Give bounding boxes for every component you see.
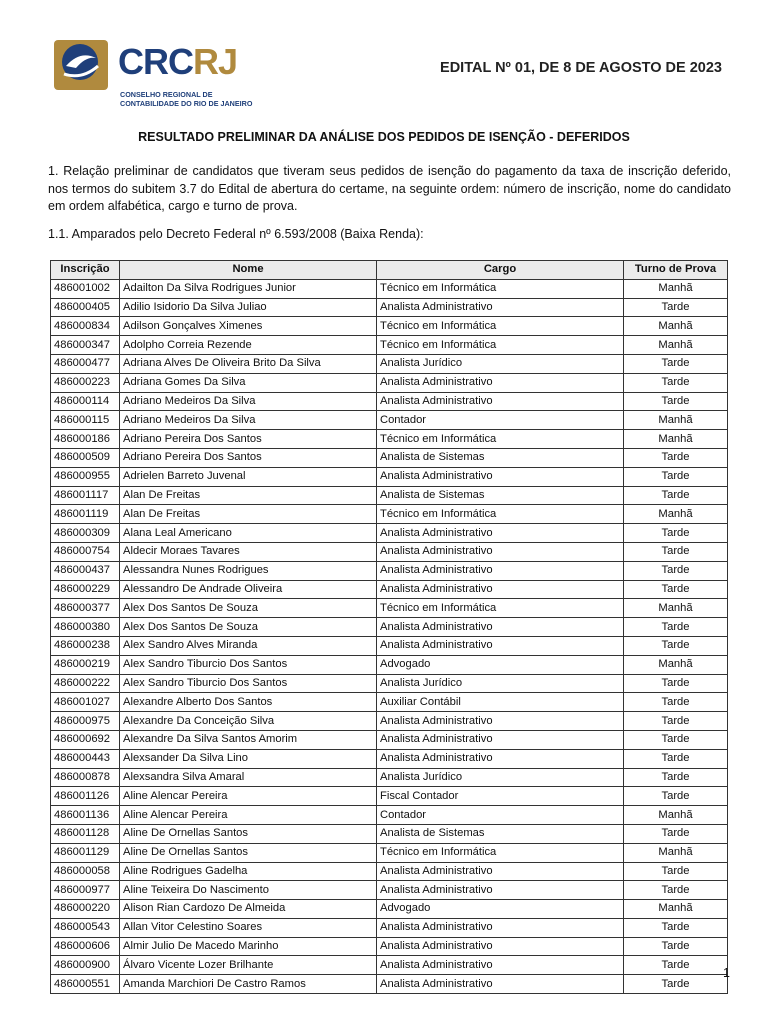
cell-inscricao: 486000377 (51, 599, 120, 618)
table-row (51, 392, 728, 411)
cell-inscricao: 486000477 (51, 354, 120, 373)
cell-cargo: Analista de Sistemas (377, 824, 624, 843)
cell-nome: Alex Sandro Tiburcio Dos Santos (120, 674, 377, 693)
cell-nome: Aline Rodrigues Gadelha (120, 862, 377, 881)
cell-turno: Manhã (624, 505, 728, 524)
cell-nome: Adilio Isidorio Da Silva Juliao (120, 298, 377, 317)
cell-cargo: Fiscal Contador (377, 787, 624, 806)
cell-inscricao: 486000222 (51, 674, 120, 693)
cell-nome: Amanda Marchiori De Castro Ramos (120, 975, 377, 994)
cell-nome: Allan Vitor Celestino Soares (120, 918, 377, 937)
cell-nome: Adolpho Correia Rezende (120, 336, 377, 355)
col-header-turno: Turno de Prova (624, 261, 728, 280)
cell-turno: Tarde (624, 824, 728, 843)
cell-cargo: Analista Administrativo (377, 975, 624, 994)
cell-nome: Aline De Ornellas Santos (120, 843, 377, 862)
cell-nome: Adriano Medeiros Da Silva (120, 392, 377, 411)
cell-inscricao: 486000058 (51, 862, 120, 881)
cell-cargo: Auxiliar Contábil (377, 693, 624, 712)
cell-inscricao: 486001117 (51, 486, 120, 505)
cell-turno: Tarde (624, 561, 728, 580)
cell-cargo: Analista Administrativo (377, 524, 624, 543)
col-header-cargo: Cargo (377, 261, 624, 280)
cell-inscricao: 486000219 (51, 655, 120, 674)
cell-inscricao: 486000114 (51, 392, 120, 411)
cell-inscricao: 486001119 (51, 505, 120, 524)
table-row (51, 712, 728, 731)
cell-turno: Tarde (624, 636, 728, 655)
cell-inscricao: 486000405 (51, 298, 120, 317)
table-row (51, 599, 728, 618)
cell-turno: Tarde (624, 975, 728, 994)
cell-cargo: Analista Administrativo (377, 730, 624, 749)
table-row (51, 354, 728, 373)
cell-nome: Adailton Da Silva Rodrigues Junior (120, 279, 377, 298)
cell-inscricao: 486000834 (51, 317, 120, 336)
cell-cargo: Contador (377, 411, 624, 430)
cell-cargo: Analista Administrativo (377, 618, 624, 637)
cell-inscricao: 486000975 (51, 712, 120, 731)
table-row (51, 956, 728, 975)
table-row (51, 486, 728, 505)
cell-cargo: Analista Administrativo (377, 636, 624, 655)
intro-paragraph: 1. Relação preliminar de candidatos que tiveram seus pedidos de isenção do pagamento da taxa de inscrição deferido, nos termos do subitem 3.7 do Edital de abertura do certame, na seguinte ordem: número de inscrição, nome do candidato em ordem alfabética, cargo e turno de prova. (48, 164, 731, 213)
cell-nome: Alexandre Alberto Dos Santos (120, 693, 377, 712)
cell-cargo: Analista Administrativo (377, 881, 624, 900)
cell-cargo: Analista de Sistemas (377, 486, 624, 505)
cell-nome: Aline Alencar Pereira (120, 806, 377, 825)
cell-cargo: Analista Administrativo (377, 956, 624, 975)
cell-nome: Aline De Ornellas Santos (120, 824, 377, 843)
table-row (51, 862, 728, 881)
cell-inscricao: 486000229 (51, 580, 120, 599)
cell-nome: Alex Sandro Tiburcio Dos Santos (120, 655, 377, 674)
table-row (51, 618, 728, 637)
cell-cargo: Técnico em Informática (377, 505, 624, 524)
cell-nome: Alex Dos Santos De Souza (120, 599, 377, 618)
cell-turno: Tarde (624, 373, 728, 392)
cell-inscricao: 486000543 (51, 918, 120, 937)
cell-cargo: Analista Jurídico (377, 768, 624, 787)
cell-nome: Adriano Pereira Dos Santos (120, 448, 377, 467)
cell-nome: Aldecir Moraes Tavares (120, 542, 377, 561)
cell-nome: Adriana Gomes Da Silva (120, 373, 377, 392)
cell-inscricao: 486000955 (51, 467, 120, 486)
cell-nome: Adilson Gonçalves Ximenes (120, 317, 377, 336)
cell-inscricao: 486001027 (51, 693, 120, 712)
table-row (51, 448, 728, 467)
cell-turno: Manhã (624, 317, 728, 336)
table-row (51, 298, 728, 317)
table-row (51, 787, 728, 806)
cell-nome: Almir Julio De Macedo Marinho (120, 937, 377, 956)
cell-cargo: Analista Administrativo (377, 298, 624, 317)
cell-turno: Manhã (624, 279, 728, 298)
cell-inscricao: 486000347 (51, 336, 120, 355)
cell-cargo: Advogado (377, 900, 624, 919)
cell-turno: Tarde (624, 298, 728, 317)
table-row (51, 806, 728, 825)
cell-inscricao: 486000509 (51, 448, 120, 467)
cell-turno: Tarde (624, 674, 728, 693)
cell-inscricao: 486000220 (51, 900, 120, 919)
table-row (51, 881, 728, 900)
document-title: RESULTADO PRELIMINAR DA ANÁLISE DOS PEDIDOS DE ISENÇÃO - DEFERIDOS (138, 130, 630, 144)
cell-turno: Tarde (624, 542, 728, 561)
cell-turno: Tarde (624, 580, 728, 599)
table-row (51, 918, 728, 937)
cell-nome: Adriano Pereira Dos Santos (120, 430, 377, 449)
cell-turno: Manhã (624, 806, 728, 825)
cell-inscricao: 486000692 (51, 730, 120, 749)
cell-inscricao: 486000437 (51, 561, 120, 580)
col-header-nome: Nome (120, 261, 377, 280)
table-row (51, 430, 728, 449)
cell-cargo: Analista Administrativo (377, 862, 624, 881)
cell-nome: Alexandre Da Conceição Silva (120, 712, 377, 731)
cell-turno: Tarde (624, 486, 728, 505)
cell-cargo: Analista Administrativo (377, 937, 624, 956)
cell-inscricao: 486000900 (51, 956, 120, 975)
cell-turno: Tarde (624, 956, 728, 975)
cell-turno: Tarde (624, 881, 728, 900)
cell-cargo: Analista Administrativo (377, 467, 624, 486)
cell-turno: Tarde (624, 749, 728, 768)
cell-cargo: Técnico em Informática (377, 843, 624, 862)
cell-turno: Manhã (624, 430, 728, 449)
cell-cargo: Analista Jurídico (377, 674, 624, 693)
cell-nome: Alan De Freitas (120, 486, 377, 505)
cell-inscricao: 486000186 (51, 430, 120, 449)
cell-inscricao: 486000223 (51, 373, 120, 392)
cell-nome: Aline Alencar Pereira (120, 787, 377, 806)
cell-nome: Adriano Medeiros Da Silva (120, 411, 377, 430)
cell-inscricao: 486000443 (51, 749, 120, 768)
cell-inscricao: 486001136 (51, 806, 120, 825)
table-row (51, 636, 728, 655)
cell-cargo: Técnico em Informática (377, 279, 624, 298)
table-row (51, 749, 728, 768)
cell-turno: Tarde (624, 524, 728, 543)
cell-nome: Alessandro De Andrade Oliveira (120, 580, 377, 599)
cell-nome: Adriana Alves De Oliveira Brito Da Silva (120, 354, 377, 373)
cell-inscricao: 486000238 (51, 636, 120, 655)
cell-nome: Alexsander Da Silva Lino (120, 749, 377, 768)
cell-inscricao: 486000551 (51, 975, 120, 994)
logo-main-text: CRC (118, 41, 193, 82)
cell-turno: Tarde (624, 730, 728, 749)
table-row (51, 279, 728, 298)
cell-cargo: Técnico em Informática (377, 336, 624, 355)
table-row (51, 843, 728, 862)
table-row (51, 975, 728, 994)
cell-nome: Alexsandra Silva Amaral (120, 768, 377, 787)
cell-nome: Adrielen Barreto Juvenal (120, 467, 377, 486)
cell-inscricao: 486000754 (51, 542, 120, 561)
cell-cargo: Analista Administrativo (377, 712, 624, 731)
cell-turno: Manhã (624, 411, 728, 430)
cell-turno: Manhã (624, 900, 728, 919)
cell-inscricao: 486000115 (51, 411, 120, 430)
table-row (51, 542, 728, 561)
cell-turno: Tarde (624, 712, 728, 731)
logo-subtitle: CONSELHO REGIONAL DE CONTABILIDADE DO RIO DE JANEIRO (120, 90, 253, 108)
logo-wordmark (118, 42, 237, 82)
cell-inscricao: 486001129 (51, 843, 120, 862)
cell-nome: Alex Sandro Alves Miranda (120, 636, 377, 655)
cell-turno: Manhã (624, 599, 728, 618)
cell-turno: Tarde (624, 354, 728, 373)
table-row (51, 467, 728, 486)
cell-cargo: Analista Administrativo (377, 918, 624, 937)
cell-inscricao: 486000380 (51, 618, 120, 637)
cell-turno: Tarde (624, 918, 728, 937)
cell-cargo: Analista Administrativo (377, 392, 624, 411)
cell-nome: Alexandre Da Silva Santos Amorim (120, 730, 377, 749)
cell-inscricao: 486001126 (51, 787, 120, 806)
cell-cargo: Analista Administrativo (377, 561, 624, 580)
cell-nome: Álvaro Vicente Lozer Brilhante (120, 956, 377, 975)
cell-nome: Alessandra Nunes Rodrigues (120, 561, 377, 580)
cell-turno: Tarde (624, 787, 728, 806)
cell-cargo: Analista Administrativo (377, 373, 624, 392)
cell-turno: Tarde (624, 768, 728, 787)
cell-nome: Alison Rian Cardozo De Almeida (120, 900, 377, 919)
cell-nome: Alex Dos Santos De Souza (120, 618, 377, 637)
cell-nome: Alan De Freitas (120, 505, 377, 524)
table-row (51, 768, 728, 787)
table-row (51, 824, 728, 843)
cell-cargo: Analista Administrativo (377, 542, 624, 561)
cell-cargo: Analista de Sistemas (377, 448, 624, 467)
table-row (51, 411, 728, 430)
table-row (51, 505, 728, 524)
col-header-inscricao: Inscrição (51, 261, 120, 280)
table-row (51, 730, 728, 749)
table-body (51, 279, 728, 993)
cell-inscricao: 486001002 (51, 279, 120, 298)
cell-turno: Manhã (624, 843, 728, 862)
cell-cargo: Técnico em Informática (377, 599, 624, 618)
crcrj-logo (52, 36, 292, 116)
cell-inscricao: 486000977 (51, 881, 120, 900)
cell-turno: Tarde (624, 862, 728, 881)
cell-cargo: Analista Jurídico (377, 354, 624, 373)
cell-cargo: Analista Administrativo (377, 749, 624, 768)
table-row (51, 674, 728, 693)
cell-turno: Tarde (624, 937, 728, 956)
cell-cargo: Analista Administrativo (377, 580, 624, 599)
cell-cargo: Contador (377, 806, 624, 825)
crcrj-emblem-icon (52, 36, 114, 92)
table-row (51, 900, 728, 919)
cell-cargo: Técnico em Informática (377, 430, 624, 449)
edital-heading: EDITAL Nº 01, DE 8 DE AGOSTO DE 2023 (440, 60, 722, 76)
cell-nome: Aline Teixeira Do Nascimento (120, 881, 377, 900)
section-heading: 1.1. Amparados pelo Decreto Federal nº 6.593/2008 (Baixa Renda): (48, 227, 424, 241)
table-row (51, 524, 728, 543)
cell-inscricao: 486000606 (51, 937, 120, 956)
cell-cargo: Técnico em Informática (377, 317, 624, 336)
table-row (51, 655, 728, 674)
logo-accent-text: RJ (193, 41, 238, 82)
table-row (51, 373, 728, 392)
table-row (51, 937, 728, 956)
cell-turno: Manhã (624, 655, 728, 674)
cell-turno: Tarde (624, 392, 728, 411)
cell-turno: Tarde (624, 693, 728, 712)
cell-nome: Alana Leal Americano (120, 524, 377, 543)
table-row (51, 693, 728, 712)
cell-cargo: Advogado (377, 655, 624, 674)
candidates-table (50, 260, 728, 994)
table-row (51, 317, 728, 336)
cell-inscricao: 486000878 (51, 768, 120, 787)
cell-inscricao: 486001128 (51, 824, 120, 843)
cell-inscricao: 486000309 (51, 524, 120, 543)
page-number: 1 (723, 966, 730, 980)
table-row (51, 561, 728, 580)
table-header-row (51, 261, 728, 280)
cell-turno: Tarde (624, 448, 728, 467)
table-row (51, 336, 728, 355)
cell-turno: Tarde (624, 467, 728, 486)
table-row (51, 580, 728, 599)
cell-turno: Manhã (624, 336, 728, 355)
cell-turno: Tarde (624, 618, 728, 637)
